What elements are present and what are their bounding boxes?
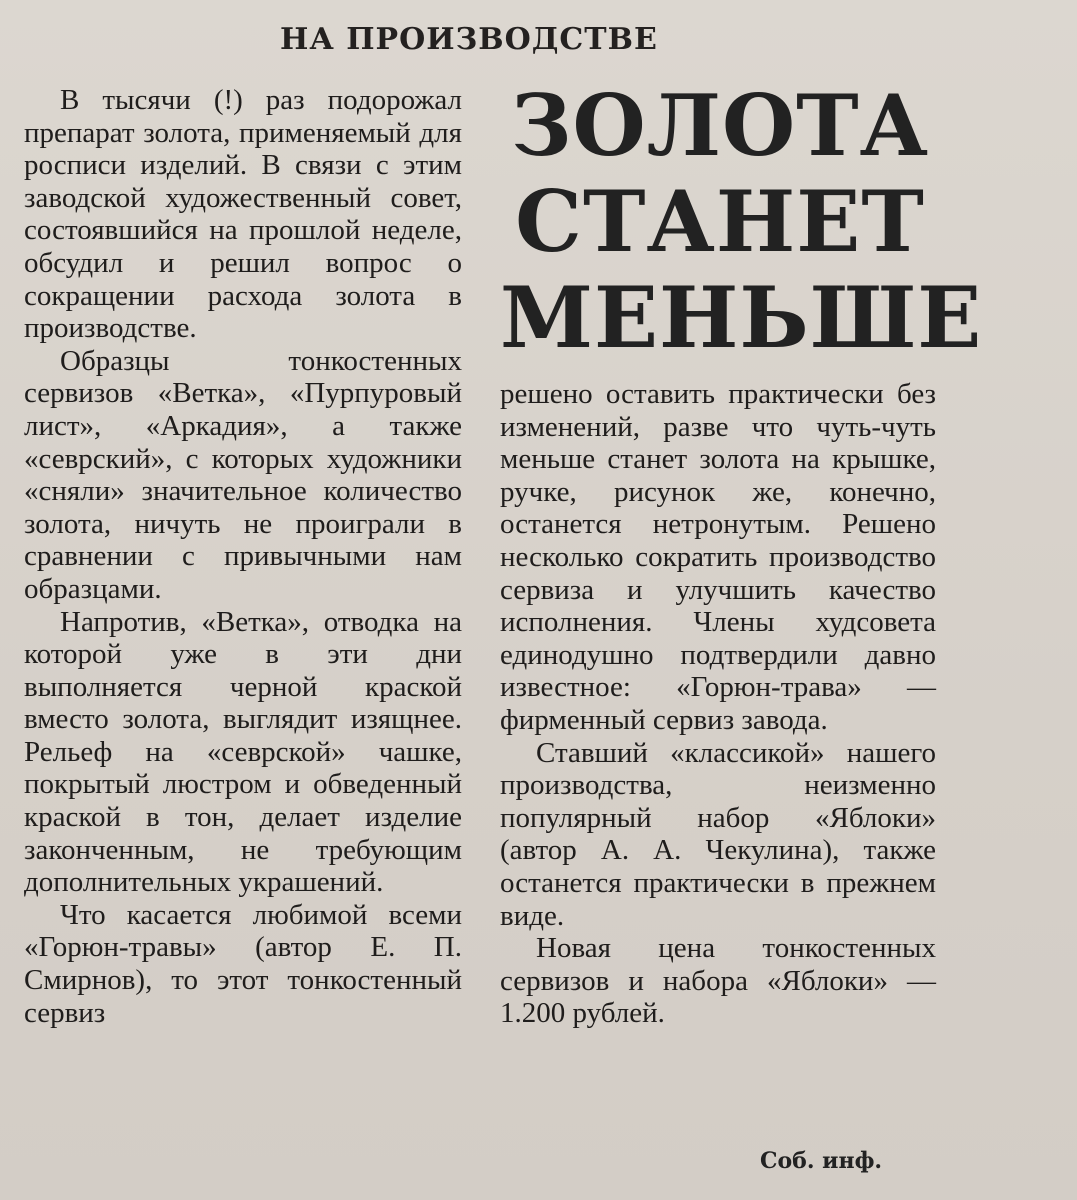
- section-rubric: НА ПРОИЗВОДСТВЕ: [280, 22, 658, 57]
- paragraph: Образцы тонкостенных сервизов «Ветка», «Пурпуровый лист», «Аркадия», а также «севрский», с которых художники «сняли» значительное количество золота, ничуть не проиграли в сравнении с привычными нам образцами.: [24, 344, 462, 605]
- article-headline: [500, 76, 983, 367]
- paragraph: Новая цена тонкостенных сервизов и набора «Яблоки» — 1.200 рублей.: [500, 932, 936, 1030]
- headline-line-3: МЕНЬШЕ: [500, 268, 983, 367]
- article-column-left: [24, 84, 462, 1029]
- article-byline: Соб. инф.: [760, 1148, 883, 1174]
- article-column-right: [500, 378, 936, 1030]
- headline-line-1: ЗОЛОТА: [510, 76, 930, 175]
- headline-line-2: СТАНЕТ: [515, 172, 925, 271]
- paragraph: решено оставить практически без изменений, разве что чуть-чуть меньше станет золота на крышке, ручке, рисунок же, конечно, останется нетронутым. Решено несколько сократить производство сервиза и улучшить качество исполнения. Члены худсовета единодушно подтвердили давно известное: «Горюн-трава» — фирменный сервиз завода.: [500, 378, 936, 736]
- paragraph: Напротив, «Ветка», отводка на которой уже в эти дни выполняется черной краской вместо золота, выглядит изящнее. Рельеф на «севрской» чашке, покрытый люстром и обведенный краской в тон, делает изделие законченным, не требующим дополнительных украшений.: [24, 605, 462, 899]
- paragraph: Что касается любимой всеми «Горюн-травы» (автор Е. П. Смирнов), то этот тонкостенный сервиз: [24, 898, 462, 1029]
- paragraph: В тысячи (!) раз подорожал препарат золота, применяемый для росписи изделий. В связи с этим заводской художественный совет, состоявшийся на прошлой неделе, обсудил и решил вопрос о сокращении расхода золота в производстве.: [24, 84, 462, 345]
- paragraph: Ставший «классикой» нашего производства, неизменно популярный набор «Яблоки» (автор А. А. Чекулина), также останется практически в прежнем виде.: [500, 736, 936, 932]
